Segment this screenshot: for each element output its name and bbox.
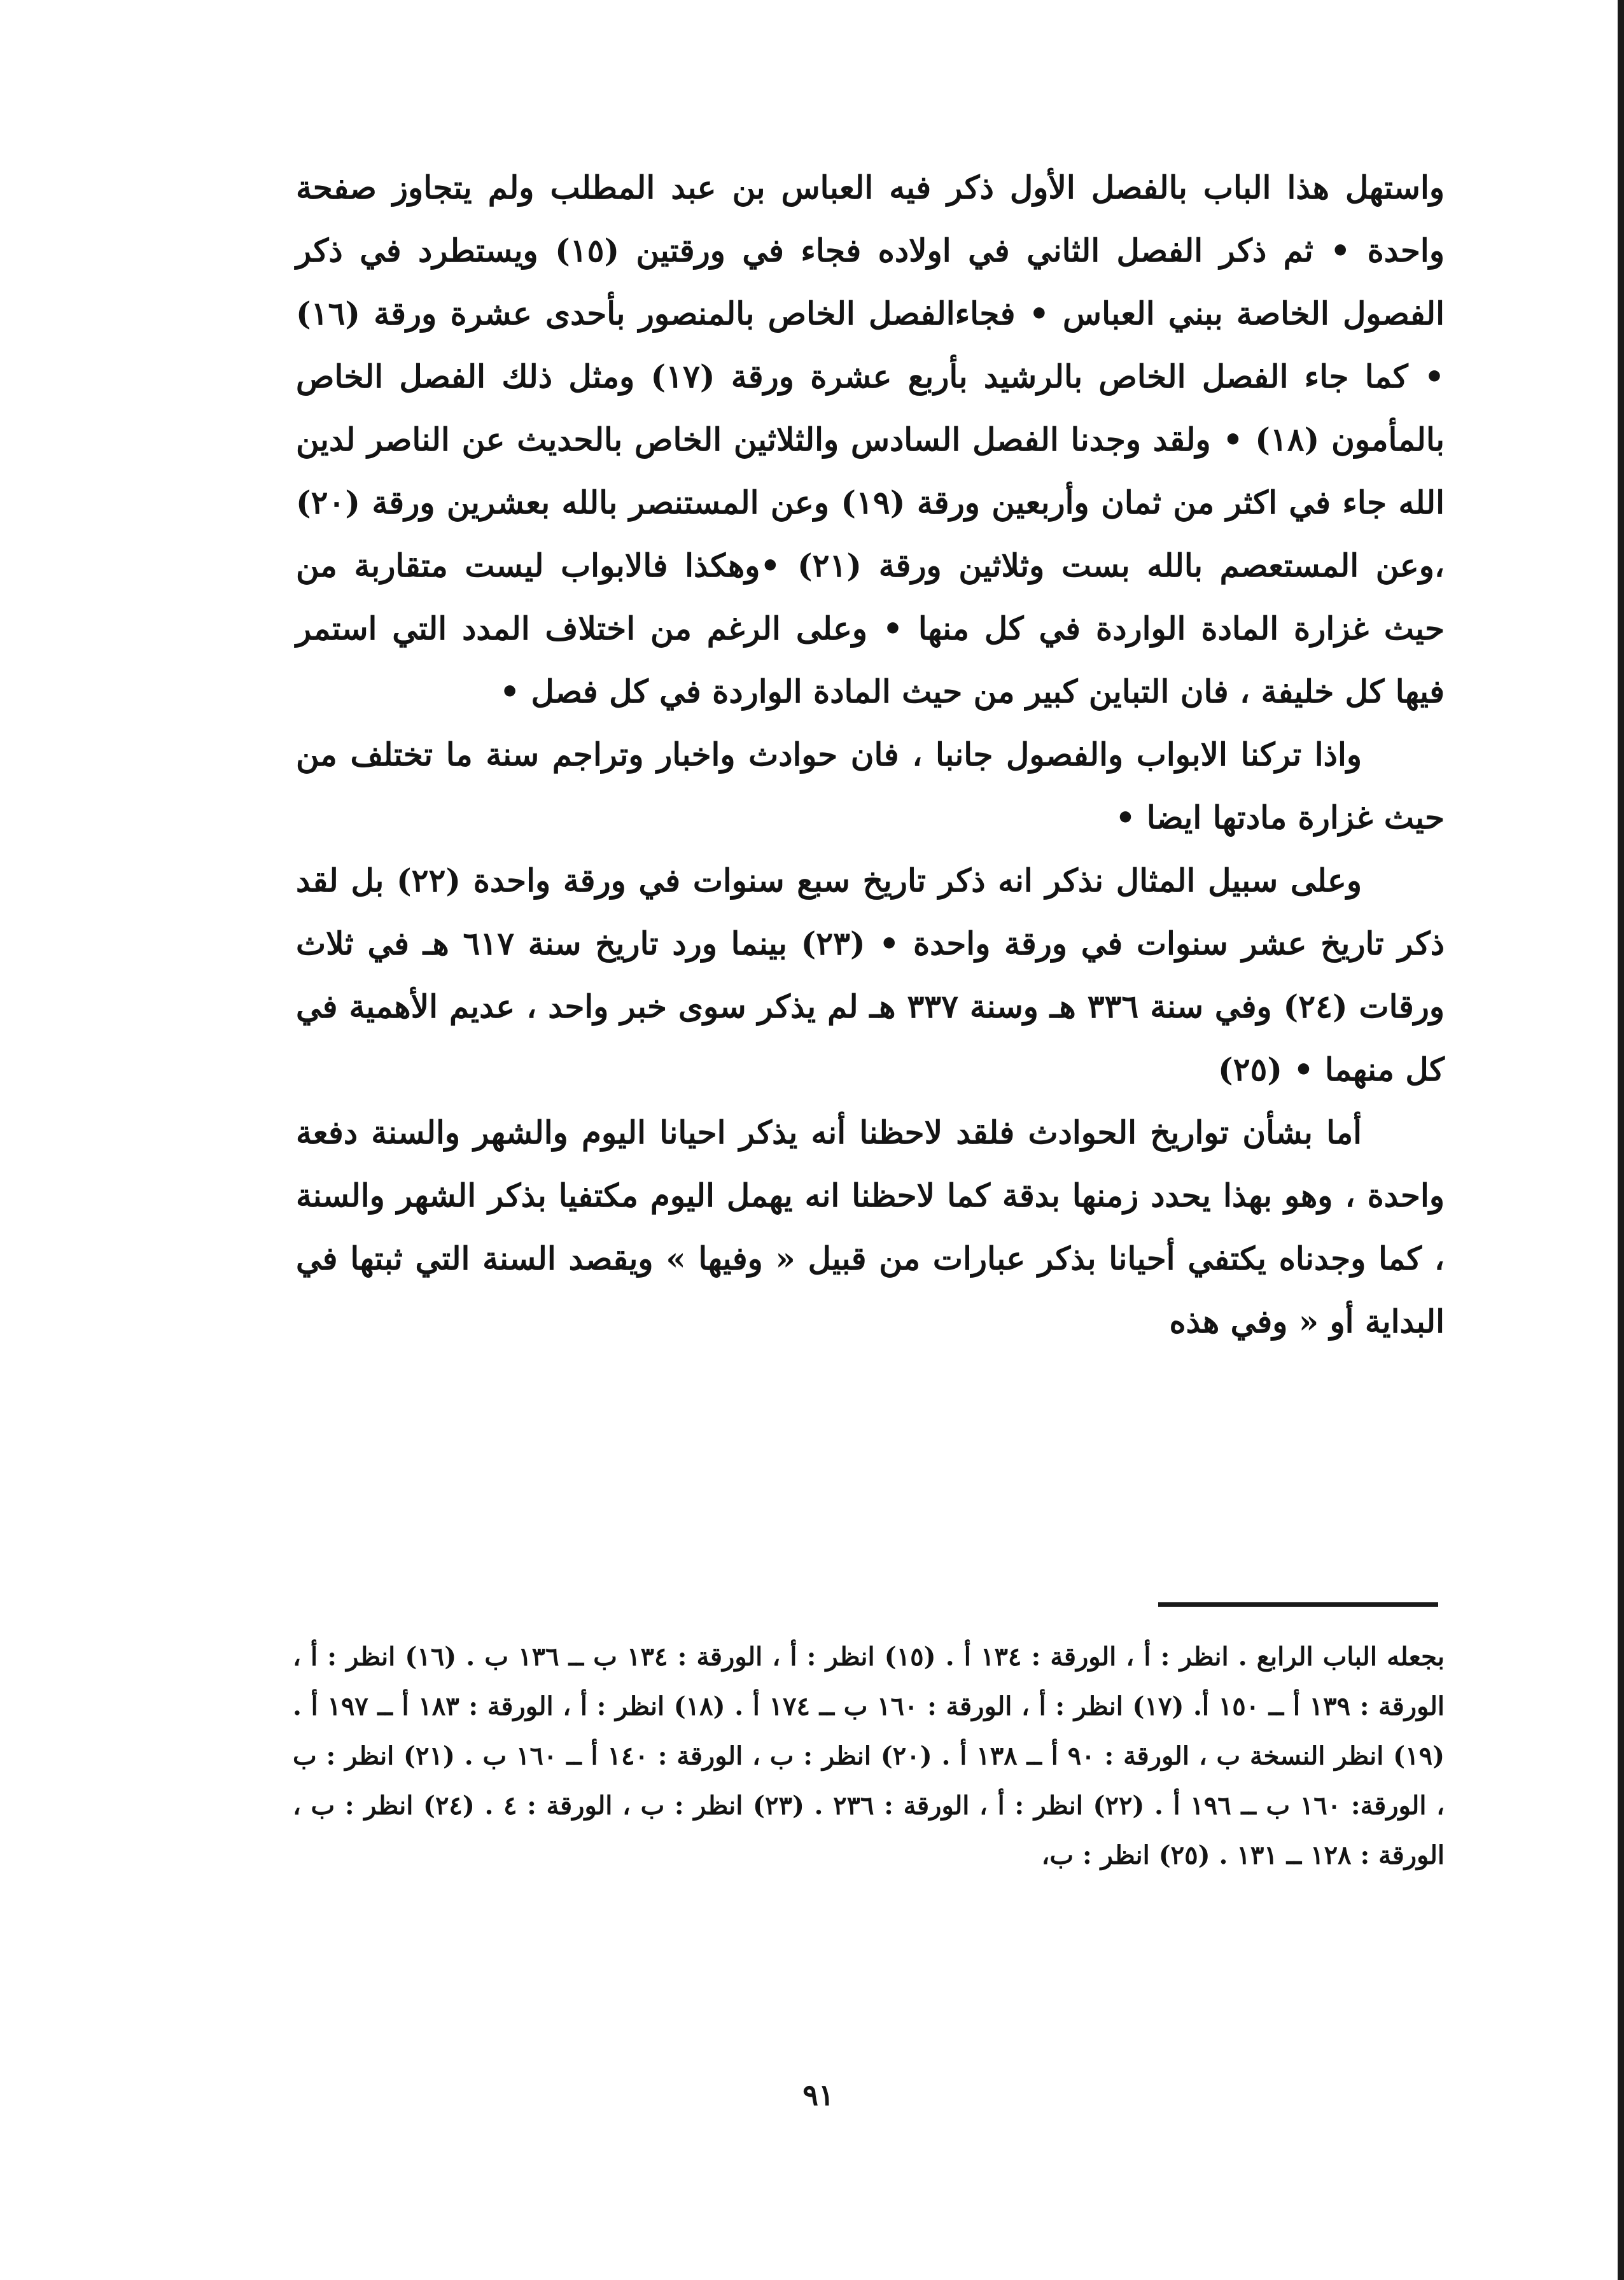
footnotes: بجعله الباب الرابع . انظر : أ ، الورقة : ١٣٤ أ . (١٥) انظر : أ ، الورقة : ١٣٤ ب ــ ١٣٦ ب . (١٦) انظر : أ ، الورقة : ١٣٩ أ ــ ١٥٠ أ. (١٧) انظر : أ ، الورقة : ١٦٠ ب ــ ١٧٤ أ . (١٨) انظر : أ ، الورقة : ١٨٣ أ ــ ١٩٧ أ . (١٩) انظر النسخة ب ، الورقة : ٩٠ أ ــ ١٣٨ أ . (٢٠) انظر : ب ، الورقة : ١٤٠ أ ــ ١٦٠ ب . (٢١) انظر : ب ، الورقة: ١٦٠ ب ــ ١٩٦ أ . (٢٢) انظر : أ ، الورقة : ٢٣٦ . (٢٣) انظر : ب ، الورقة : ٤ . (٢٤) انظر : ب ، الورقة : ١٢٨ ــ ١٣١ . (٢٥) انظر : ب، bbox=[293, 1642, 1445, 1870]
footnote-separator bbox=[1158, 1602, 1438, 1607]
page-edge-border bbox=[1618, 0, 1624, 2280]
paragraph: واستهل هذا الباب بالفصل الأول ذكر فيه العباس بن عبد المطلب ولم يتجاوز صفحة واحدة • ثم ذكر الفصل الثاني في اولاده فجاء في ورقتين (١٥) ويستطرد في ذكر الفصول الخاصة ببني العباس • فجاءالفصل الخاص بالمنصور بأحدى عشرة ورقة (١٦) • كما جاء الفصل الخاص بالرشيد بأربع عشرة ورقة (١٧) ومثل ذلك الفصل الخاص بالمأمون (١٨) • ولقد وجدنا الفصل السادس والثلاثين الخاص بالحديث عن الناصر لدين الله جاء في اكثر من ثمان وأربعين ورقة (١٩) وعن المستنصر بالله بعشرين ورقة (٢٠) ،وعن المستعصم بالله بست وثلاثين ورقة (٢١) •وهكذا فالابواب ليست متقاربة من حيث غزارة المادة الواردة في كل منها • وعلى الرغم من اختلاف المدد التي استمر فيها كل خليفة ، فان التباين كبير من حيث المادة الواردة في كل فصل • bbox=[296, 169, 1445, 710]
paragraph: واذا تركنا الابواب والفصول جانبا ، فان حوادث واخبار وتراجم سنة ما تختلف من حيث غزارة مادتها ايضا • bbox=[296, 736, 1445, 836]
paragraph: وعلى سبيل المثال نذكر انه ذكر تاريخ سبع سنوات في ورقة واحدة (٢٢) بل لقد ذكر تاريخ عشر سنوات في ورقة واحدة • (٢٣) بينما ورد تاريخ سنة ٦١٧ هـ في ثلاث ورقات (٢٤) وفي سنة ٣٣٦ هـ وسنة ٣٣٧ هـ لم يذكر سوى خبر واحد ، عديم الأهمية في كل منهما • (٢٥) bbox=[296, 862, 1445, 1088]
body-text bbox=[296, 156, 1445, 1353]
page-number: ٩١ bbox=[802, 2078, 834, 2112]
paragraph: أما بشأن تواريخ الحوادث فلقد لاحظنا أنه يذكر احيانا اليوم والشهر والسنة دفعة واحدة ، وهو بهذا يحدد زمنها بدقة كما لاحظنا انه يهمل اليوم مكتفيا بذكر الشهر والسنة ، كما وجدناه يكتفي أحيانا بذكر عبارات من قبيل « وفيها » ويقصد السنة التي ثبتها في البداية أو « وفي هذه bbox=[296, 1114, 1445, 1340]
